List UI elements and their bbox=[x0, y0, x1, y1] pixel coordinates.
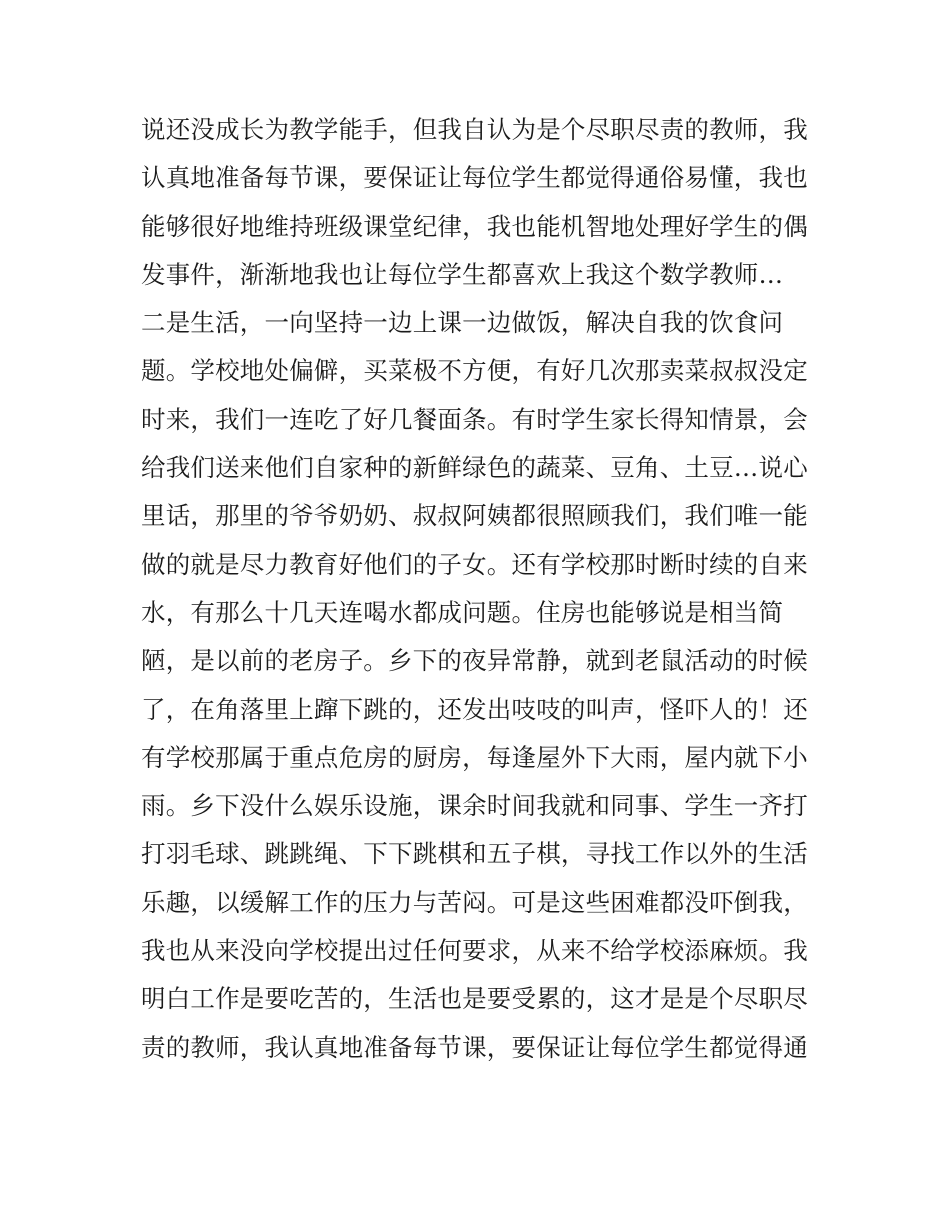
text-line: 做的就是尽力教育好他们的子女。还有学校那时断时续的自来 bbox=[141, 549, 808, 579]
text-line: 责的教师，我认真地准备每节课，要保证让每位学生都觉得通 bbox=[141, 1032, 808, 1062]
text-line: 水，有那么十几天连喝水都成问题。住房也能够说是相当简 bbox=[141, 597, 784, 627]
text-line: 乐趣，以缓解工作的压力与苦闷。可是这些困难都没吓倒我， bbox=[141, 887, 808, 917]
text-line: 里话，那里的爷爷奶奶、叔叔阿姨都很照顾我们，我们唯一能 bbox=[141, 501, 808, 531]
text-line: 二是生活，一向坚持一边上课一边做饭，解决自我的饮食问 bbox=[141, 308, 784, 338]
text-line: 明白工作是要吃苦的，生活也是要受累的，这才是是个尽职尽 bbox=[141, 984, 808, 1014]
text-line: 雨。乡下没什么娱乐设施，课余时间我就和同事、学生一齐打 bbox=[141, 791, 808, 821]
text-line: 打羽毛球、跳跳绳、下下跳棋和五子棋，寻找工作以外的生活 bbox=[141, 839, 808, 869]
text-line: 题。学校地处偏僻，买菜极不方便，有好几次那卖菜叔叔没定 bbox=[141, 356, 808, 386]
text-line: 陋，是以前的老房子。乡下的夜异常静，就到老鼠活动的时候 bbox=[141, 646, 808, 676]
text-line: 认真地准备每节课，要保证让每位学生都觉得通俗易懂，我也 bbox=[141, 163, 808, 193]
text-line: 说还没成长为教学能手，但我自认为是个尽职尽责的教师，我 bbox=[141, 115, 808, 144]
text-line: 时来，我们一连吃了好几餐面条。有时学生家长得知情景，会 bbox=[141, 404, 808, 434]
text-line: 发事件，渐渐地我也让每位学生都喜欢上我这个数学教师… bbox=[141, 259, 784, 289]
text-line: 了，在角落里上蹿下跳的，还发出吱吱的叫声，怪吓人的！还 bbox=[141, 694, 808, 724]
body-text bbox=[141, 106, 821, 1072]
text-line: 我也从来没向学校提出过任何要求，从来不给学校添麻烦。我 bbox=[141, 936, 808, 966]
text-line: 给我们送来他们自家种的新鲜绿色的蔬菜、豆角、土豆…说心 bbox=[141, 453, 808, 483]
text-line: 有学校那属于重点危房的厨房，每逢屋外下大雨，屋内就下小 bbox=[141, 742, 808, 772]
text-line: 能够很好地维持班级课堂纪律，我也能机智地处理好学生的偶 bbox=[141, 211, 808, 241]
